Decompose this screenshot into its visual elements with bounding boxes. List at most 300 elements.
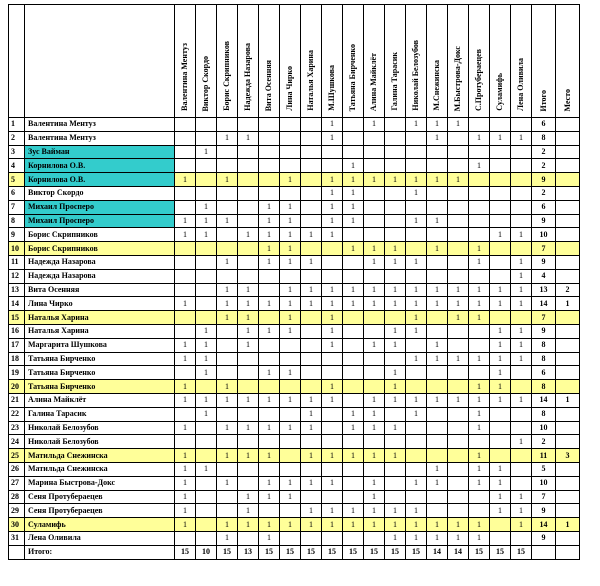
column-header-label: Лена Оливила [516, 58, 525, 111]
vote-cell [259, 380, 280, 394]
vote-cell: 1 [343, 186, 364, 200]
vote-cell: 1 [469, 421, 490, 435]
vote-cell: 1 [259, 297, 280, 311]
vote-cell [406, 435, 427, 449]
vote-cell: 1 [238, 504, 259, 518]
vote-cell: 1 [385, 366, 406, 380]
vote-cell: 1 [469, 380, 490, 394]
vote-cell: 1 [280, 283, 301, 297]
vote-cell: 1 [175, 338, 196, 352]
vote-cell: 1 [385, 449, 406, 463]
vote-cell: 1 [196, 228, 217, 242]
vote-cell [175, 531, 196, 545]
footer-total-cell: 15 [175, 545, 196, 559]
vote-cell [196, 255, 217, 269]
vote-cell: 1 [406, 504, 427, 518]
participant-name: Сеня Протубераецев [25, 490, 175, 504]
vote-cell: 1 [322, 200, 343, 214]
vote-cell: 1 [385, 297, 406, 311]
table-row [9, 435, 580, 449]
vote-cell: 1 [343, 242, 364, 256]
vote-cell [175, 145, 196, 159]
vote-cell: 1 [469, 242, 490, 256]
vote-cell [490, 159, 511, 173]
vote-cell: 1 [511, 269, 532, 283]
vote-cell: 1 [280, 366, 301, 380]
total-cell: 10 [532, 421, 556, 435]
vote-cell: 1 [217, 380, 238, 394]
vote-cell [259, 352, 280, 366]
vote-cell: 1 [322, 518, 343, 532]
column-header [175, 5, 196, 118]
place-cell [556, 214, 580, 228]
total-cell: 6 [532, 366, 556, 380]
vote-cell [175, 324, 196, 338]
vote-cell: 1 [322, 476, 343, 490]
vote-cell [448, 490, 469, 504]
vote-cell [469, 490, 490, 504]
vote-cell [301, 531, 322, 545]
vote-cell: 1 [322, 283, 343, 297]
vote-cell: 1 [217, 518, 238, 532]
vote-cell: 1 [259, 518, 280, 532]
row-number: 28 [9, 490, 25, 504]
vote-cell [385, 145, 406, 159]
vote-cell [511, 380, 532, 394]
vote-cell: 1 [469, 531, 490, 545]
vote-cell [238, 407, 259, 421]
vote-cell [448, 435, 469, 449]
vote-cell [196, 421, 217, 435]
vote-cell [301, 352, 322, 366]
vote-cell: 1 [469, 352, 490, 366]
total-cell: 10 [532, 228, 556, 242]
vote-cell [406, 338, 427, 352]
vote-cell: 1 [259, 228, 280, 242]
vote-cell [175, 311, 196, 325]
vote-cell: 1 [217, 421, 238, 435]
vote-cell [322, 490, 343, 504]
vote-cell [196, 449, 217, 463]
vote-cell: 1 [364, 421, 385, 435]
vote-cell: 1 [511, 228, 532, 242]
vote-cell [511, 366, 532, 380]
vote-cell: 1 [238, 228, 259, 242]
table-row [9, 255, 580, 269]
participant-name: Корнилова О.В. [25, 173, 175, 187]
place-cell [556, 131, 580, 145]
table-row [9, 490, 580, 504]
vote-cell: 1 [385, 324, 406, 338]
vote-cell [280, 531, 301, 545]
vote-cell: 1 [385, 518, 406, 532]
vote-cell: 1 [511, 490, 532, 504]
vote-cell [511, 311, 532, 325]
vote-cell: 1 [301, 476, 322, 490]
table-body [9, 118, 580, 560]
vote-cell [490, 242, 511, 256]
vote-cell [217, 504, 238, 518]
vote-cell [175, 159, 196, 173]
column-header-label: Суламифь [495, 73, 504, 111]
row-number: 2 [9, 131, 25, 145]
vote-cell [301, 242, 322, 256]
footer-total-cell: 15 [364, 545, 385, 559]
vote-cell [259, 338, 280, 352]
vote-cell [259, 435, 280, 449]
vote-cell: 1 [469, 449, 490, 463]
vote-cell [343, 324, 364, 338]
vote-cell: 1 [175, 380, 196, 394]
vote-cell [280, 118, 301, 132]
vote-cell [175, 283, 196, 297]
vote-cell: 1 [280, 476, 301, 490]
footer-total-cell: 15 [217, 545, 238, 559]
vote-cell [427, 435, 448, 449]
vote-cell [322, 352, 343, 366]
vote-cell: 1 [364, 518, 385, 532]
vote-cell: 1 [343, 200, 364, 214]
vote-cell [490, 255, 511, 269]
vote-cell [280, 269, 301, 283]
vote-cell [322, 255, 343, 269]
table-row [9, 145, 580, 159]
vote-cell [322, 242, 343, 256]
column-header-label: М.Быстрова-Докс [453, 45, 462, 111]
vote-cell: 1 [511, 352, 532, 366]
vote-cell [490, 200, 511, 214]
table-row [9, 462, 580, 476]
vote-cell [217, 118, 238, 132]
vote-cell: 1 [238, 421, 259, 435]
column-header-label: Галина Тарасик [390, 52, 399, 111]
table-row [9, 283, 580, 297]
vote-cell: 1 [280, 200, 301, 214]
column-header [322, 5, 343, 118]
total-cell: 9 [532, 531, 556, 545]
vote-cell: 1 [301, 255, 322, 269]
column-header-label: Вита Осенняя [264, 59, 273, 111]
vote-cell [343, 531, 364, 545]
vote-cell [385, 407, 406, 421]
vote-cell [343, 490, 364, 504]
participant-name: Галина Тарасик [25, 407, 175, 421]
vote-cell [217, 462, 238, 476]
table-row [9, 173, 580, 187]
total-cell: 9 [532, 214, 556, 228]
vote-cell [238, 186, 259, 200]
vote-cell: 1 [364, 449, 385, 463]
total-cell: 14 [532, 393, 556, 407]
participant-name: Вита Осенняя [25, 283, 175, 297]
vote-cell [322, 462, 343, 476]
vote-cell: 1 [238, 324, 259, 338]
vote-cell: 1 [175, 462, 196, 476]
table-row [9, 118, 580, 132]
vote-cell [196, 118, 217, 132]
vote-cell [301, 338, 322, 352]
row-number: 31 [9, 531, 25, 545]
vote-cell: 1 [259, 214, 280, 228]
total-cell: 9 [532, 324, 556, 338]
table-row [9, 214, 580, 228]
vote-cell [301, 269, 322, 283]
vote-cell [343, 366, 364, 380]
header-row [9, 5, 580, 118]
vote-cell: 1 [259, 393, 280, 407]
vote-cell [364, 145, 385, 159]
vote-cell: 1 [490, 393, 511, 407]
vote-cell: 1 [448, 297, 469, 311]
vote-cell [175, 186, 196, 200]
vote-cell: 1 [175, 490, 196, 504]
vote-cell: 1 [406, 393, 427, 407]
place-cell [556, 200, 580, 214]
vote-cell: 1 [322, 324, 343, 338]
participant-name: Лина Чирко [25, 297, 175, 311]
vote-cell: 1 [406, 531, 427, 545]
table-row [9, 131, 580, 145]
vote-cell: 1 [427, 518, 448, 532]
vote-cell [217, 269, 238, 283]
vote-cell: 1 [427, 531, 448, 545]
vote-cell [343, 311, 364, 325]
footer-total-cell: 10 [196, 545, 217, 559]
vote-cell: 1 [322, 118, 343, 132]
vote-cell [448, 242, 469, 256]
column-header-label: М.Снежинска [432, 60, 441, 111]
table-row [9, 186, 580, 200]
vote-cell [490, 407, 511, 421]
vote-cell: 1 [469, 255, 490, 269]
vote-cell: 1 [406, 407, 427, 421]
vote-cell: 1 [511, 435, 532, 449]
vote-cell [259, 311, 280, 325]
footer-total-cell: 14 [427, 545, 448, 559]
vote-cell [238, 352, 259, 366]
vote-cell [385, 269, 406, 283]
footer-total-cell: 15 [385, 545, 406, 559]
vote-cell [469, 324, 490, 338]
vote-cell [469, 435, 490, 449]
vote-cell [343, 462, 364, 476]
vote-cell [238, 255, 259, 269]
vote-cell [427, 421, 448, 435]
vote-cell: 1 [490, 338, 511, 352]
vote-cell [343, 269, 364, 283]
vote-cell: 1 [364, 283, 385, 297]
place-cell [556, 352, 580, 366]
participant-name: Маргарита Шушкова [25, 338, 175, 352]
vote-cell: 1 [469, 476, 490, 490]
vote-cell: 1 [238, 393, 259, 407]
total-cell: 14 [532, 518, 556, 532]
vote-cell [175, 131, 196, 145]
vote-cell [196, 131, 217, 145]
vote-cell: 1 [406, 173, 427, 187]
vote-cell: 1 [217, 173, 238, 187]
vote-cell [217, 228, 238, 242]
row-number: 12 [9, 269, 25, 283]
vote-cell: 1 [238, 449, 259, 463]
vote-cell [301, 173, 322, 187]
vote-cell: 1 [217, 283, 238, 297]
vote-cell: 1 [448, 173, 469, 187]
vote-cell: 1 [280, 518, 301, 532]
vote-cell: 1 [301, 297, 322, 311]
vote-cell: 1 [196, 393, 217, 407]
row-number: 24 [9, 435, 25, 449]
vote-cell [364, 462, 385, 476]
vote-cell [238, 269, 259, 283]
place-cell [556, 435, 580, 449]
place-cell [556, 159, 580, 173]
column-header [556, 5, 580, 118]
total-cell: 10 [532, 476, 556, 490]
vote-cell: 1 [364, 393, 385, 407]
participant-name: Алина Майклёт [25, 393, 175, 407]
place-cell [556, 407, 580, 421]
table-row [9, 269, 580, 283]
vote-cell [217, 338, 238, 352]
vote-cell [469, 269, 490, 283]
vote-cell [511, 118, 532, 132]
row-number: 5 [9, 173, 25, 187]
vote-cell: 1 [448, 393, 469, 407]
vote-cell [448, 145, 469, 159]
vote-cell: 1 [217, 131, 238, 145]
vote-cell [490, 269, 511, 283]
vote-cell [427, 159, 448, 173]
vote-cell [511, 407, 532, 421]
vote-cell: 1 [217, 531, 238, 545]
vote-cell: 1 [175, 214, 196, 228]
vote-cell [301, 324, 322, 338]
vote-cell: 1 [322, 380, 343, 394]
vote-cell: 1 [217, 311, 238, 325]
place-cell [556, 242, 580, 256]
participant-name: Сеня Протубераецев [25, 504, 175, 518]
vote-cell [448, 255, 469, 269]
vote-cell [196, 380, 217, 394]
vote-cell: 1 [490, 462, 511, 476]
row-number: 16 [9, 324, 25, 338]
vote-cell: 1 [301, 228, 322, 242]
vote-cell [385, 228, 406, 242]
vote-cell [448, 366, 469, 380]
table-row [9, 504, 580, 518]
vote-cell: 1 [217, 297, 238, 311]
vote-cell: 1 [406, 283, 427, 297]
vote-cell [469, 338, 490, 352]
total-cell: 13 [532, 283, 556, 297]
column-header-label: Надежда Назарова [243, 43, 252, 111]
vote-cell [427, 255, 448, 269]
vote-cell: 1 [238, 338, 259, 352]
vote-cell [259, 145, 280, 159]
table-row [9, 366, 580, 380]
vote-cell: 1 [469, 159, 490, 173]
vote-cell [406, 449, 427, 463]
vote-cell: 1 [448, 531, 469, 545]
row-number: 7 [9, 200, 25, 214]
participant-name: Валентина Ментуз [25, 131, 175, 145]
total-cell: 8 [532, 131, 556, 145]
participant-name: Матильда Снежинска [25, 449, 175, 463]
vote-cell [217, 366, 238, 380]
vote-cell: 1 [385, 504, 406, 518]
vote-cell [364, 214, 385, 228]
table-row [9, 476, 580, 490]
column-header-label: Виктор Скордо [201, 55, 210, 111]
vote-cell: 1 [364, 476, 385, 490]
vote-cell: 1 [427, 352, 448, 366]
vote-cell [217, 186, 238, 200]
participant-name: Николай Белозубов [25, 421, 175, 435]
vote-cell [490, 449, 511, 463]
vote-cell: 1 [217, 449, 238, 463]
vote-cell [238, 366, 259, 380]
row-number: 14 [9, 297, 25, 311]
vote-cell [427, 186, 448, 200]
vote-cell [406, 366, 427, 380]
vote-cell: 1 [469, 297, 490, 311]
participant-name: Борис Скрипников [25, 242, 175, 256]
vote-cell [259, 131, 280, 145]
column-header [196, 5, 217, 118]
vote-cell [427, 490, 448, 504]
vote-cell: 1 [364, 242, 385, 256]
vote-cell [343, 131, 364, 145]
row-number: 17 [9, 338, 25, 352]
vote-cell [196, 476, 217, 490]
footer-total-cell: 15 [490, 545, 511, 559]
column-header [469, 5, 490, 118]
row-number: 3 [9, 145, 25, 159]
vote-cell: 1 [343, 297, 364, 311]
vote-cell: 1 [280, 324, 301, 338]
column-header-label: Лина Чирко [285, 66, 294, 111]
vote-cell [406, 131, 427, 145]
vote-cell [469, 366, 490, 380]
vote-cell [238, 531, 259, 545]
vote-cell [385, 131, 406, 145]
results-table [8, 4, 580, 560]
vote-cell [259, 159, 280, 173]
vote-cell [343, 435, 364, 449]
total-cell: 2 [532, 435, 556, 449]
row-number: 27 [9, 476, 25, 490]
table-row [9, 242, 580, 256]
vote-cell [385, 462, 406, 476]
vote-cell [448, 269, 469, 283]
vote-cell [217, 159, 238, 173]
vote-cell [469, 173, 490, 187]
row-number: 10 [9, 242, 25, 256]
vote-cell: 1 [490, 324, 511, 338]
vote-cell [385, 352, 406, 366]
vote-cell [511, 421, 532, 435]
vote-cell [301, 186, 322, 200]
vote-cell [385, 476, 406, 490]
column-header-label: Валентина Ментуз [180, 43, 189, 111]
footer-total-cell: 15 [259, 545, 280, 559]
participant-name: Татьяна Бирченко [25, 380, 175, 394]
vote-cell [406, 200, 427, 214]
vote-cell [280, 131, 301, 145]
vote-cell [301, 145, 322, 159]
participant-name: Михаил Просперо [25, 214, 175, 228]
